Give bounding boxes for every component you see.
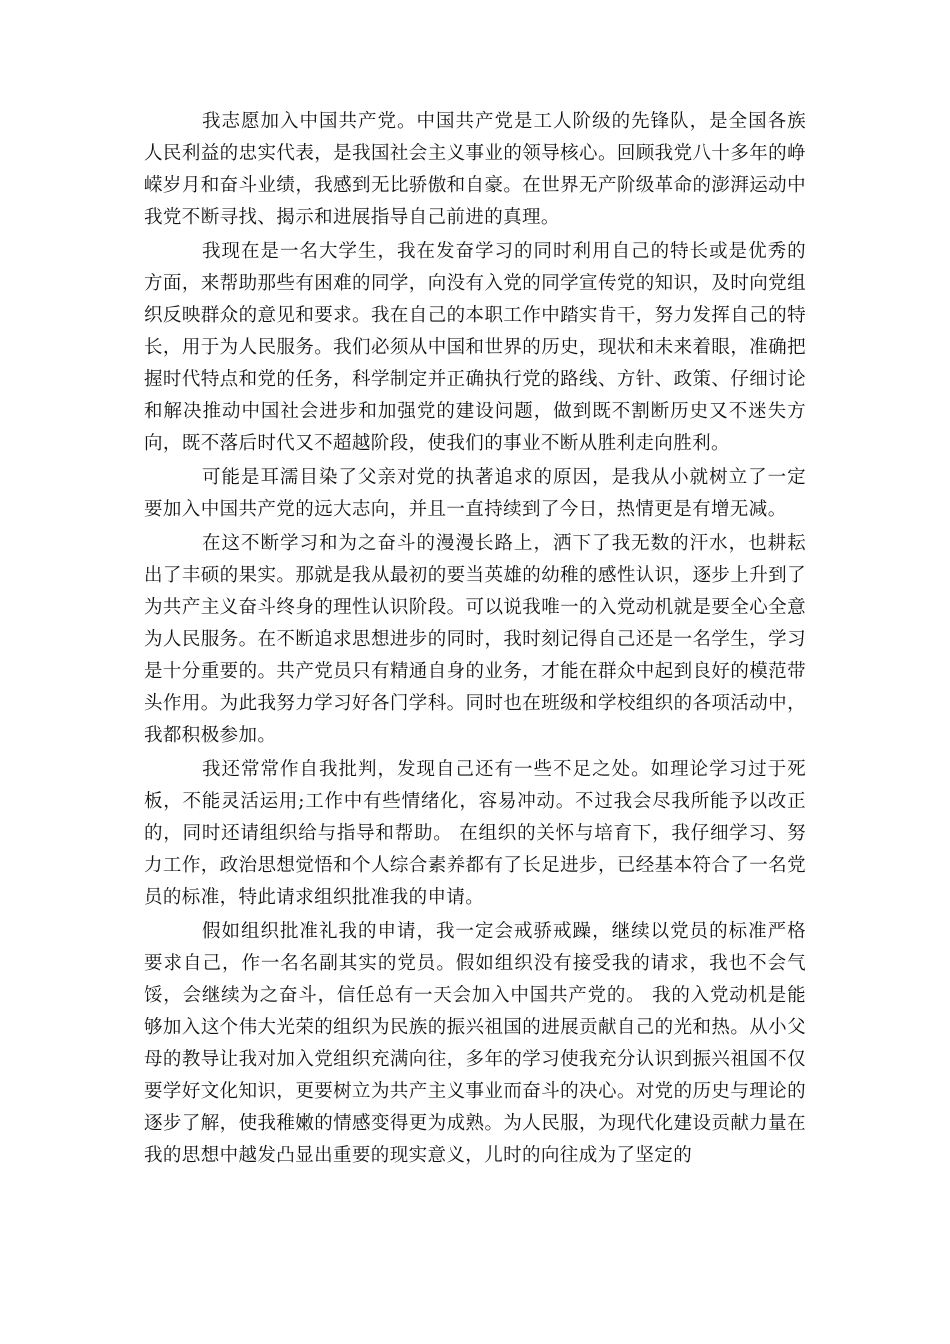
paragraph-2: 我现在是一名大学生，我在发奋学习的同时利用自己的特长或是优秀的方面，来帮助那些有困难的同学，向没有入党的同学宣传党的知识，及时向党组织反映群众的意见和要求。我在自己的本职工作中踏实肯干，努力发挥自己的特长，用于为人民服务。我们必须从中国和世界的历史，现状和未来着眼，准确把握时代特点和党的任务，科学制定并正确执行党的路线、方针、政策、仔细讨论和解决推动中国社会进步和加强党的建设问题，做到既不割断历史又不迷失方向，既不落后时代又不超越阶段，使我们的事业不断从胜利走向胜利。 [144,241,806,454]
paragraph-1: 我志愿加入中国共产党。中国共产党是工人阶级的先锋队，是全国各族人民利益的忠实代表，是我国社会主义事业的领导核心。回顾我党八十多年的峥嵘岁月和奋斗业绩，我感到无比骄傲和自豪。在世界无产阶级革命的澎湃运动中我党不断寻找、揭示和进展指导自己前进的真理。 [144,111,806,228]
paragraph-6: 假如组织批准礼我的申请，我一定会戒骄戒躁，继续以党员的标准严格要求自己，作一名名副其实的党员。假如组织没有接受我的请求，我也不会气馁，会继续为之奋斗，信任总有一天会加入中国共产党的。 我的入党动机是能够加入这个伟大光荣的组织为民族的振兴祖国的进展贡献自己的光和热。从小父母的教导让我对加入党组织充满向往，多年的学习使我充分认识到振兴祖国不仅要学好文化知识，更要树立为共产主义事业而奋斗的决心。对党的历史与理论的逐步了解，使我稚嫩的情感变得更为成熟。为人民服，为现代化建设贡献力量在我的思想中越发凸显出重要的现实意义，儿时的向往成为了坚定的 [144,921,806,1166]
document-body [144,106,806,1174]
paragraph-5: 我还常常作自我批判，发现自己还有一些不足之处。如理论学习过于死板，不能灵活运用;工作中有些情绪化，容易冲动。不过我会尽我所能予以改正的，同时还请组织给与指导和帮助。 在组织的关怀与培育下，我仔细学习、努力工作，政治思想觉悟和个人综合素养都有了长足进步，已经基本符合了一名党员的标准，特此请求组织批准我的申请。 [144,759,806,908]
paragraph-3: 可能是耳濡目染了父亲对党的执著追求的原因，是我从小就树立了一定要加入中国共产党的远大志向，并且一直持续到了今日，热情更是有增无减。 [144,467,806,520]
paragraph-4: 在这不断学习和为之奋斗的漫漫长路上，洒下了我无数的汗水，也耕耘出了丰硕的果实。那就是我从最初的要当英雄的幼稚的感性认识，逐步上升到了为共产主义奋斗终身的理性认识阶段。可以说我唯一的入党动机就是要全心全意为人民服务。在不断追求思想进步的同时，我时刻记得自己还是一名学生，学习是十分重要的。共产党员只有精通自身的业务，才能在群众中起到良好的模范带头作用。为此我努力学习好各门学科。同时也在班级和学校组织的各项活动中，我都积极参加。 [144,533,806,746]
